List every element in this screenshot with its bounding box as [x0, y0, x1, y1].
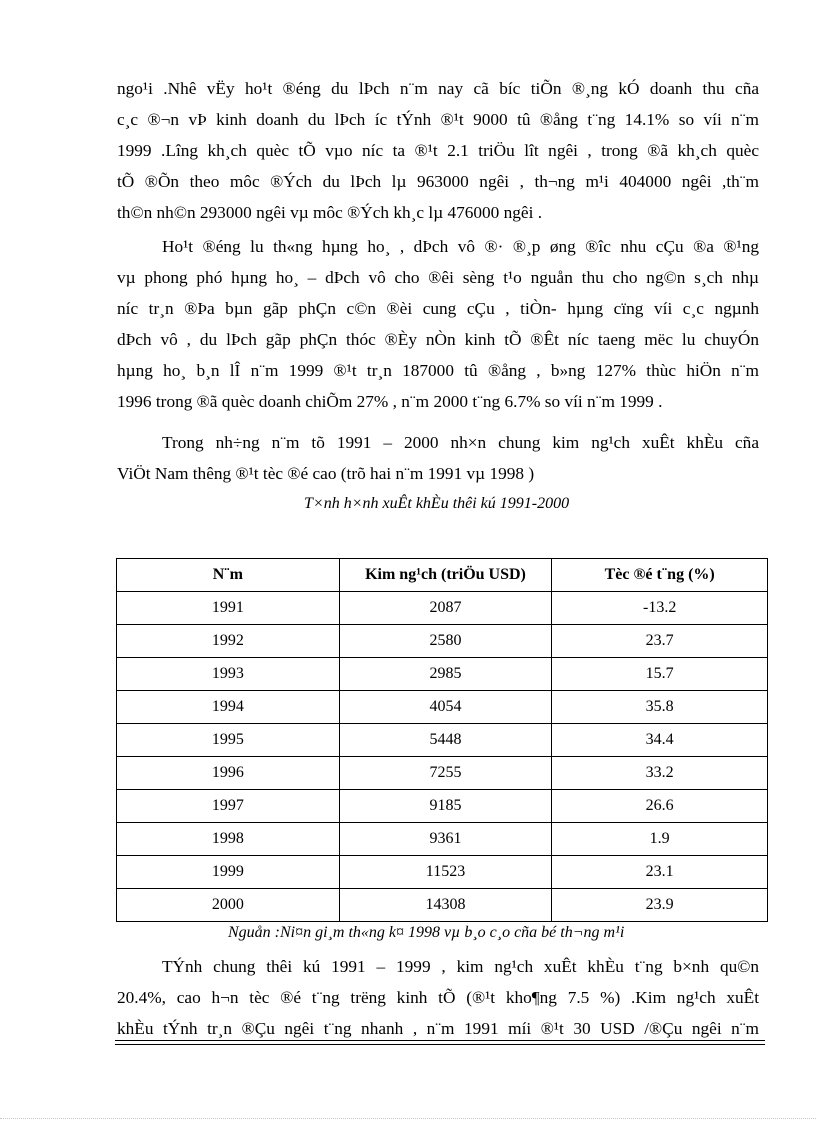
cell-turnover: 7255: [339, 757, 552, 790]
column-header-year: N¨m: [117, 559, 340, 592]
paragraph-goods-circulation: [117, 231, 759, 417]
cell-turnover: 2580: [339, 625, 552, 658]
paragraph-export-growth: [117, 951, 759, 1044]
paragraph-tourism-revenue: [117, 73, 759, 228]
cell-growth: -13.2: [552, 592, 768, 625]
cell-growth: 34.4: [552, 724, 768, 757]
cell-turnover: 2985: [339, 658, 552, 691]
cell-turnover: 11523: [339, 856, 552, 889]
text-line: vµ phong phó hµng ho¸ – dÞch vô cho ®êi sèng t¹o nguån thu cho ng©n s¸ch nhµ: [117, 268, 759, 287]
cell-turnover: 14308: [339, 889, 552, 922]
cell-year: 1993: [117, 658, 340, 691]
text-line: dÞch vô , du lÞch gãp phÇn thóc ®Èy nÒn kinh tÕ ®Êt níc taeng mëc lu chuyÓn: [117, 330, 759, 349]
cell-year: 1992: [117, 625, 340, 658]
table-row: [117, 625, 768, 658]
cell-growth: 35.8: [552, 691, 768, 724]
table-row: [117, 856, 768, 889]
text-line: 1999 .Lîng kh¸ch quèc tÕ vµo níc ta ®¹t 2.1 triÖu lît ngêi , trong ®ã kh¸ch quèc: [117, 141, 759, 160]
table-header-row: [117, 559, 768, 592]
cell-turnover: 2087: [339, 592, 552, 625]
page-edge-divider: [0, 1118, 816, 1119]
table-row: [117, 823, 768, 856]
table-title: T×nh h×nh xuÊt khÈu thêi kú 1991-2000: [304, 495, 570, 512]
cell-year: 1991: [117, 592, 340, 625]
cell-year: 1997: [117, 790, 340, 823]
cell-year: 1995: [117, 724, 340, 757]
cell-year: 2000: [117, 889, 340, 922]
cell-turnover: 9361: [339, 823, 552, 856]
text-line: th©n nh©n 293000 ngêi vµ môc ®Ých kh¸c lµ 476000 ngêi .: [117, 203, 543, 222]
table-row: [117, 790, 768, 823]
table-row: [117, 889, 768, 922]
table-row: [117, 592, 768, 625]
cell-year: 1999: [117, 856, 340, 889]
table-source-note: Nguån :Ni¤n gi¸m th«ng k¤ 1998 vµ b¸o c¸o cña bé th¬ng m¹i: [228, 924, 625, 941]
cell-year: 1996: [117, 757, 340, 790]
text-line: Trong nh÷ng n¨m tõ 1991 – 2000 nh×n chung kim ng¹ch xuÊt khÈu cña: [162, 433, 759, 452]
text-line: khÈu tÝnh tr¸n ®Çu ngêi t¨ng nhanh , n¨m 1991 míi ®¹t 30 USD /®Çu ngêi n¨m: [117, 1019, 759, 1038]
text-line: tÕ ®Õn theo môc ®Ých du lÞch lµ 963000 ngêi , th¬ng m¹i 404000 ngêi ,th¨m: [117, 172, 759, 191]
cell-turnover: 4054: [339, 691, 552, 724]
text-line: Ho¹t ®éng lu th«ng hµng ho¸ , dÞch vô ®· ®¸p øng ®îc nhu cÇu ®a ®¹ng: [162, 237, 759, 256]
text-line: c¸c ®¬n vÞ kinh doanh du lÞch íc tÝnh ®¹t 9000 tû ®ång t¨ng 14.1% so víi n¨m: [117, 110, 759, 129]
footer-rule-top: [115, 1040, 765, 1041]
table-row: [117, 691, 768, 724]
cell-turnover: 5448: [339, 724, 552, 757]
text-line: 20.4%, cao h¬n tèc ®é t¨ng trëng kinh tÕ (®¹t kho¶ng 7.5 %) .Kim ng¹ch xuÊt: [117, 988, 759, 1007]
cell-growth: 15.7: [552, 658, 768, 691]
cell-growth: 23.7: [552, 625, 768, 658]
cell-year: 1998: [117, 823, 340, 856]
text-line: níc tr¸n ®Þa bµn gãp phÇn c©n ®èi cung cÇu , tiÒn- hµng cïng víi c¸c ngµnh: [117, 299, 759, 318]
cell-growth: 1.9: [552, 823, 768, 856]
table-row: [117, 658, 768, 691]
text-line: 1996 trong ®ã quèc doanh chiÕm 27% , n¨m 2000 t¨ng 6.7% so víi n¨m 1999 .: [117, 392, 663, 411]
cell-growth: 26.6: [552, 790, 768, 823]
column-header-turnover: Kim ng¹ch (triÖu USD): [339, 559, 552, 592]
text-line: hµng ho¸ b¸n lÎ n¨m 1999 ®¹t tr¸n 187000 tû ®ång , b»ng 127% thùc hiÖn n¨m: [117, 361, 759, 380]
footer-rule-bottom: [115, 1044, 765, 1045]
text-line: ViÖt Nam thêng ®¹t tèc ®é cao (trõ hai n¨m 1991 vµ 1998 ): [117, 464, 535, 483]
cell-growth: 23.9: [552, 889, 768, 922]
text-line: TÝnh chung thêi kú 1991 – 1999 , kim ng¹ch xuÊt khÈu t¨ng b×nh qu©n: [162, 957, 759, 976]
column-header-growth-rate: Tèc ®é t¨ng (%): [552, 559, 768, 592]
text-line: ngo¹i .Nhê vËy ho¹t ®éng du lÞch n¨m nay cã bíc tiÕn ®¸ng kÓ doanh thu cña: [117, 79, 759, 98]
table-row: [117, 757, 768, 790]
cell-growth: 33.2: [552, 757, 768, 790]
table-row: [117, 724, 768, 757]
export-table: [116, 558, 768, 922]
cell-growth: 23.1: [552, 856, 768, 889]
paragraph-export-intro: [117, 427, 759, 489]
cell-turnover: 9185: [339, 790, 552, 823]
cell-year: 1994: [117, 691, 340, 724]
